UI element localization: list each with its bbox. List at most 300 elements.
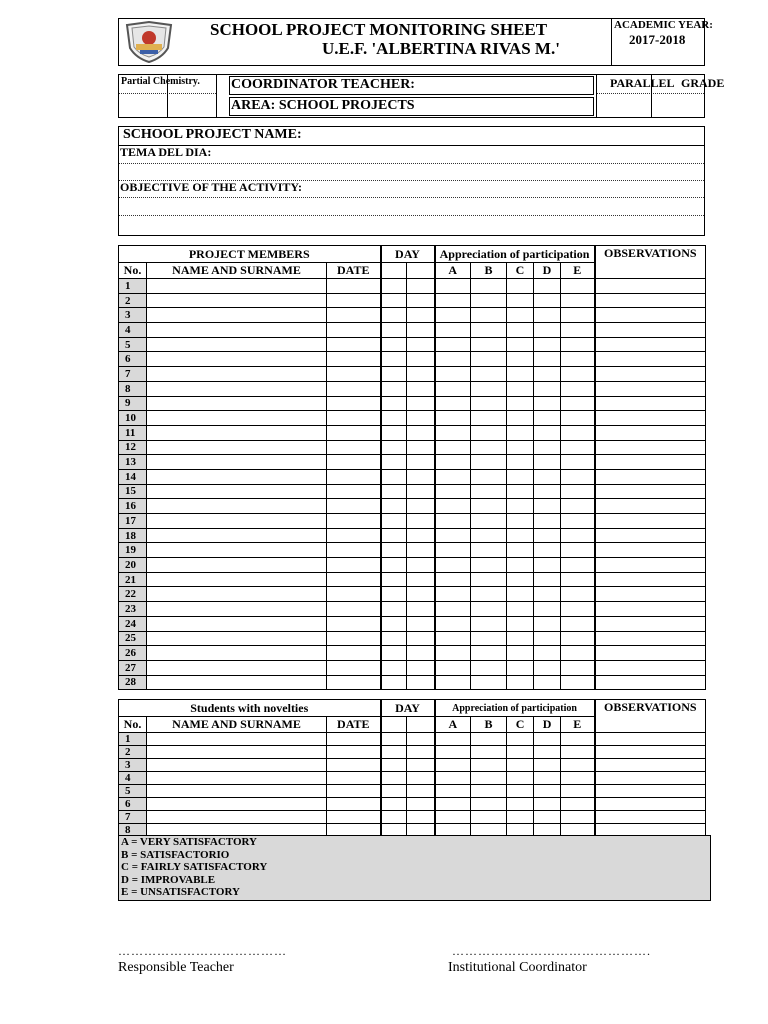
grade-cell[interactable]: [534, 746, 561, 759]
grade-cell[interactable]: [534, 572, 561, 587]
name-cell[interactable]: [147, 499, 327, 514]
day-cell[interactable]: [381, 646, 407, 661]
grade-cell[interactable]: [435, 411, 471, 426]
grade-cell[interactable]: [435, 798, 471, 811]
grade-cell[interactable]: [507, 587, 534, 602]
day-cell[interactable]: [381, 811, 407, 824]
day-cell[interactable]: [381, 772, 407, 785]
grade-cell[interactable]: [471, 733, 507, 746]
grade-cell[interactable]: [534, 631, 561, 646]
date-cell[interactable]: [327, 396, 381, 411]
grade-cell[interactable]: [561, 337, 595, 352]
grade-cell[interactable]: [435, 323, 471, 338]
day-cell[interactable]: [381, 759, 407, 772]
day-cell[interactable]: [381, 425, 407, 440]
grade-cell[interactable]: [471, 759, 507, 772]
name-cell[interactable]: [147, 660, 327, 675]
observation-cell[interactable]: [595, 811, 706, 824]
grade-cell[interactable]: [507, 572, 534, 587]
grade-cell[interactable]: [534, 308, 561, 323]
date-cell[interactable]: [327, 558, 381, 573]
grade-cell[interactable]: [561, 572, 595, 587]
observation-cell[interactable]: [595, 631, 706, 646]
grade-cell[interactable]: [561, 646, 595, 661]
name-cell[interactable]: [147, 514, 327, 529]
grade-cell[interactable]: [435, 543, 471, 558]
grade-cell[interactable]: [507, 746, 534, 759]
grade-cell[interactable]: [507, 499, 534, 514]
date-cell[interactable]: [327, 572, 381, 587]
date-cell[interactable]: [327, 616, 381, 631]
day-cell[interactable]: [407, 675, 435, 690]
observation-cell[interactable]: [595, 293, 706, 308]
grade-cell[interactable]: [507, 396, 534, 411]
name-cell[interactable]: [147, 785, 327, 798]
grade-cell[interactable]: [507, 558, 534, 573]
grade-cell[interactable]: [534, 279, 561, 294]
grade-cell[interactable]: [471, 411, 507, 426]
grade-cell[interactable]: [507, 543, 534, 558]
grade-cell[interactable]: [435, 759, 471, 772]
grade-cell[interactable]: [561, 587, 595, 602]
day-cell[interactable]: [381, 367, 407, 382]
name-cell[interactable]: [147, 772, 327, 785]
grade-cell[interactable]: [534, 352, 561, 367]
grade-cell[interactable]: [561, 733, 595, 746]
grade-cell[interactable]: [534, 381, 561, 396]
grade-cell[interactable]: [507, 293, 534, 308]
observation-cell[interactable]: [595, 367, 706, 382]
grade-cell[interactable]: [534, 602, 561, 617]
date-cell[interactable]: [327, 772, 381, 785]
grade-cell[interactable]: [435, 484, 471, 499]
name-cell[interactable]: [147, 337, 327, 352]
grade-cell[interactable]: [471, 381, 507, 396]
day-cell[interactable]: [381, 733, 407, 746]
grade-cell[interactable]: [561, 631, 595, 646]
grade-cell[interactable]: [471, 396, 507, 411]
date-cell[interactable]: [327, 279, 381, 294]
grade-cell[interactable]: [435, 367, 471, 382]
date-cell[interactable]: [327, 602, 381, 617]
name-cell[interactable]: [147, 425, 327, 440]
date-cell[interactable]: [327, 733, 381, 746]
grade-cell[interactable]: [435, 631, 471, 646]
day-cell[interactable]: [407, 469, 435, 484]
day-cell[interactable]: [381, 381, 407, 396]
grade-cell[interactable]: [534, 811, 561, 824]
observation-cell[interactable]: [595, 337, 706, 352]
grade-cell[interactable]: [561, 602, 595, 617]
date-cell[interactable]: [327, 528, 381, 543]
grade-cell[interactable]: [507, 381, 534, 396]
day-cell[interactable]: [407, 646, 435, 661]
name-cell[interactable]: [147, 572, 327, 587]
name-cell[interactable]: [147, 308, 327, 323]
day-cell[interactable]: [407, 484, 435, 499]
grade-cell[interactable]: [507, 675, 534, 690]
grade-cell[interactable]: [534, 411, 561, 426]
day-cell[interactable]: [407, 308, 435, 323]
grade-cell[interactable]: [435, 293, 471, 308]
grade-cell[interactable]: [435, 646, 471, 661]
grade-cell[interactable]: [435, 772, 471, 785]
observation-cell[interactable]: [595, 675, 706, 690]
grade-cell[interactable]: [435, 675, 471, 690]
day-cell[interactable]: [407, 425, 435, 440]
day-cell[interactable]: [381, 572, 407, 587]
date-cell[interactable]: [327, 746, 381, 759]
name-cell[interactable]: [147, 587, 327, 602]
grade-cell[interactable]: [471, 811, 507, 824]
grade-cell[interactable]: [471, 469, 507, 484]
grade-cell[interactable]: [561, 759, 595, 772]
grade-cell[interactable]: [534, 367, 561, 382]
grade-cell[interactable]: [471, 587, 507, 602]
grade-cell[interactable]: [534, 646, 561, 661]
day-cell[interactable]: [407, 631, 435, 646]
grade-cell[interactable]: [435, 455, 471, 470]
day-cell[interactable]: [407, 411, 435, 426]
name-cell[interactable]: [147, 616, 327, 631]
observation-cell[interactable]: [595, 352, 706, 367]
day-cell[interactable]: [407, 616, 435, 631]
grade-cell[interactable]: [507, 631, 534, 646]
grade-cell[interactable]: [507, 323, 534, 338]
day-cell[interactable]: [407, 572, 435, 587]
day-cell[interactable]: [407, 660, 435, 675]
grade-cell[interactable]: [435, 602, 471, 617]
grade-cell[interactable]: [561, 455, 595, 470]
day-cell[interactable]: [381, 528, 407, 543]
grade-cell[interactable]: [471, 616, 507, 631]
day-cell[interactable]: [407, 602, 435, 617]
day-cell[interactable]: [407, 558, 435, 573]
grade-cell[interactable]: [534, 785, 561, 798]
grade-cell[interactable]: [534, 543, 561, 558]
grade-cell[interactable]: [471, 484, 507, 499]
grade-cell[interactable]: [561, 396, 595, 411]
day-cell[interactable]: [381, 675, 407, 690]
day-cell[interactable]: [407, 499, 435, 514]
date-cell[interactable]: [327, 514, 381, 529]
day-cell[interactable]: [381, 746, 407, 759]
observation-cell[interactable]: [595, 455, 706, 470]
observation-cell[interactable]: [595, 279, 706, 294]
grade-cell[interactable]: [435, 279, 471, 294]
name-cell[interactable]: [147, 396, 327, 411]
date-cell[interactable]: [327, 587, 381, 602]
grade-cell[interactable]: [507, 279, 534, 294]
grade-cell[interactable]: [561, 675, 595, 690]
grade-cell[interactable]: [435, 425, 471, 440]
grade-cell[interactable]: [561, 499, 595, 514]
day-cell[interactable]: [407, 746, 435, 759]
grade-cell[interactable]: [534, 514, 561, 529]
grade-cell[interactable]: [471, 675, 507, 690]
grade-cell[interactable]: [507, 759, 534, 772]
day-cell[interactable]: [407, 323, 435, 338]
grade-cell[interactable]: [507, 367, 534, 382]
grade-cell[interactable]: [507, 772, 534, 785]
observation-cell[interactable]: [595, 381, 706, 396]
grade-cell[interactable]: [507, 646, 534, 661]
day-cell[interactable]: [381, 323, 407, 338]
day-cell[interactable]: [407, 455, 435, 470]
grade-cell[interactable]: [561, 352, 595, 367]
name-cell[interactable]: [147, 293, 327, 308]
grade-cell[interactable]: [534, 396, 561, 411]
grade-cell[interactable]: [561, 543, 595, 558]
grade-cell[interactable]: [507, 337, 534, 352]
grade-cell[interactable]: [471, 798, 507, 811]
day-cell[interactable]: [381, 587, 407, 602]
grade-cell[interactable]: [534, 499, 561, 514]
grade-cell[interactable]: [534, 759, 561, 772]
grade-cell[interactable]: [471, 558, 507, 573]
observation-cell[interactable]: [595, 528, 706, 543]
grade-cell[interactable]: [534, 616, 561, 631]
day-cell[interactable]: [407, 367, 435, 382]
grade-cell[interactable]: [435, 352, 471, 367]
grade-cell[interactable]: [471, 352, 507, 367]
grade-cell[interactable]: [534, 528, 561, 543]
grade-cell[interactable]: [471, 293, 507, 308]
grade-cell[interactable]: [561, 293, 595, 308]
grade-cell[interactable]: [471, 646, 507, 661]
grade-cell[interactable]: [435, 733, 471, 746]
observation-cell[interactable]: [595, 499, 706, 514]
grade-cell[interactable]: [471, 455, 507, 470]
observation-cell[interactable]: [595, 440, 706, 455]
grade-cell[interactable]: [561, 616, 595, 631]
grade-cell[interactable]: [561, 528, 595, 543]
grade-cell[interactable]: [507, 440, 534, 455]
name-cell[interactable]: [147, 279, 327, 294]
day-cell[interactable]: [407, 352, 435, 367]
grade-cell[interactable]: [507, 602, 534, 617]
date-cell[interactable]: [327, 798, 381, 811]
name-cell[interactable]: [147, 543, 327, 558]
observation-cell[interactable]: [595, 469, 706, 484]
date-cell[interactable]: [327, 646, 381, 661]
observation-cell[interactable]: [595, 543, 706, 558]
grade-cell[interactable]: [471, 367, 507, 382]
day-cell[interactable]: [407, 528, 435, 543]
grade-cell[interactable]: [471, 279, 507, 294]
date-cell[interactable]: [327, 323, 381, 338]
date-cell[interactable]: [327, 425, 381, 440]
date-cell[interactable]: [327, 785, 381, 798]
grade-cell[interactable]: [561, 660, 595, 675]
grade-cell[interactable]: [561, 440, 595, 455]
grade-cell[interactable]: [534, 675, 561, 690]
grade-cell[interactable]: [471, 772, 507, 785]
observation-cell[interactable]: [595, 616, 706, 631]
observation-cell[interactable]: [595, 572, 706, 587]
observation-cell[interactable]: [595, 323, 706, 338]
grade-cell[interactable]: [561, 381, 595, 396]
grade-cell[interactable]: [534, 587, 561, 602]
grade-cell[interactable]: [471, 323, 507, 338]
grade-cell[interactable]: [534, 440, 561, 455]
grade-cell[interactable]: [471, 543, 507, 558]
grade-cell[interactable]: [471, 528, 507, 543]
name-cell[interactable]: [147, 440, 327, 455]
observation-cell[interactable]: [595, 733, 706, 746]
date-cell[interactable]: [327, 631, 381, 646]
day-cell[interactable]: [381, 411, 407, 426]
name-cell[interactable]: [147, 746, 327, 759]
grade-cell[interactable]: [534, 733, 561, 746]
grade-cell[interactable]: [471, 746, 507, 759]
day-cell[interactable]: [407, 785, 435, 798]
grade-cell[interactable]: [507, 785, 534, 798]
day-cell[interactable]: [381, 455, 407, 470]
day-cell[interactable]: [381, 785, 407, 798]
date-cell[interactable]: [327, 411, 381, 426]
observation-cell[interactable]: [595, 785, 706, 798]
observation-cell[interactable]: [595, 646, 706, 661]
grade-cell[interactable]: [534, 558, 561, 573]
grade-cell[interactable]: [471, 499, 507, 514]
grade-cell[interactable]: [435, 396, 471, 411]
day-cell[interactable]: [381, 469, 407, 484]
grade-cell[interactable]: [561, 279, 595, 294]
name-cell[interactable]: [147, 411, 327, 426]
name-cell[interactable]: [147, 798, 327, 811]
date-cell[interactable]: [327, 543, 381, 558]
name-cell[interactable]: [147, 811, 327, 824]
grade-cell[interactable]: [561, 367, 595, 382]
day-cell[interactable]: [407, 279, 435, 294]
grade-cell[interactable]: [435, 660, 471, 675]
date-cell[interactable]: [327, 337, 381, 352]
name-cell[interactable]: [147, 602, 327, 617]
name-cell[interactable]: [147, 367, 327, 382]
grade-cell[interactable]: [435, 337, 471, 352]
grade-cell[interactable]: [507, 514, 534, 529]
observation-cell[interactable]: [595, 514, 706, 529]
grade-cell[interactable]: [435, 811, 471, 824]
observation-cell[interactable]: [595, 759, 706, 772]
day-cell[interactable]: [381, 543, 407, 558]
day-cell[interactable]: [407, 798, 435, 811]
grade-cell[interactable]: [507, 811, 534, 824]
day-cell[interactable]: [381, 798, 407, 811]
grade-cell[interactable]: [471, 660, 507, 675]
grade-cell[interactable]: [534, 455, 561, 470]
grade-cell[interactable]: [471, 514, 507, 529]
day-cell[interactable]: [407, 733, 435, 746]
grade-cell[interactable]: [435, 587, 471, 602]
day-cell[interactable]: [381, 514, 407, 529]
grade-cell[interactable]: [561, 469, 595, 484]
grade-cell[interactable]: [561, 411, 595, 426]
day-cell[interactable]: [381, 308, 407, 323]
date-cell[interactable]: [327, 308, 381, 323]
observation-cell[interactable]: [595, 660, 706, 675]
day-cell[interactable]: [381, 337, 407, 352]
day-cell[interactable]: [407, 396, 435, 411]
date-cell[interactable]: [327, 455, 381, 470]
name-cell[interactable]: [147, 323, 327, 338]
date-cell[interactable]: [327, 811, 381, 824]
grade-cell[interactable]: [435, 746, 471, 759]
date-cell[interactable]: [327, 660, 381, 675]
grade-cell[interactable]: [507, 308, 534, 323]
grade-cell[interactable]: [561, 811, 595, 824]
name-cell[interactable]: [147, 675, 327, 690]
grade-cell[interactable]: [435, 469, 471, 484]
name-cell[interactable]: [147, 528, 327, 543]
grade-cell[interactable]: [507, 484, 534, 499]
grade-cell[interactable]: [507, 455, 534, 470]
grade-cell[interactable]: [561, 484, 595, 499]
day-cell[interactable]: [407, 293, 435, 308]
day-cell[interactable]: [407, 440, 435, 455]
day-cell[interactable]: [381, 279, 407, 294]
grade-cell[interactable]: [534, 484, 561, 499]
grade-cell[interactable]: [507, 660, 534, 675]
name-cell[interactable]: [147, 381, 327, 396]
grade-cell[interactable]: [507, 528, 534, 543]
grade-cell[interactable]: [534, 772, 561, 785]
grade-cell[interactable]: [507, 352, 534, 367]
day-cell[interactable]: [407, 759, 435, 772]
date-cell[interactable]: [327, 484, 381, 499]
name-cell[interactable]: [147, 469, 327, 484]
grade-cell[interactable]: [435, 785, 471, 798]
grade-cell[interactable]: [435, 381, 471, 396]
grade-cell[interactable]: [471, 572, 507, 587]
date-cell[interactable]: [327, 440, 381, 455]
day-cell[interactable]: [381, 558, 407, 573]
grade-cell[interactable]: [561, 323, 595, 338]
grade-cell[interactable]: [561, 308, 595, 323]
grade-cell[interactable]: [507, 616, 534, 631]
grade-cell[interactable]: [561, 772, 595, 785]
grade-cell[interactable]: [435, 558, 471, 573]
name-cell[interactable]: [147, 558, 327, 573]
grade-cell[interactable]: [561, 798, 595, 811]
date-cell[interactable]: [327, 352, 381, 367]
grade-cell[interactable]: [561, 514, 595, 529]
grade-cell[interactable]: [534, 469, 561, 484]
name-cell[interactable]: [147, 455, 327, 470]
day-cell[interactable]: [381, 631, 407, 646]
day-cell[interactable]: [381, 660, 407, 675]
grade-cell[interactable]: [435, 616, 471, 631]
observation-cell[interactable]: [595, 746, 706, 759]
name-cell[interactable]: [147, 352, 327, 367]
day-cell[interactable]: [407, 587, 435, 602]
grade-cell[interactable]: [534, 293, 561, 308]
grade-cell[interactable]: [471, 337, 507, 352]
day-cell[interactable]: [381, 293, 407, 308]
observation-cell[interactable]: [595, 308, 706, 323]
grade-cell[interactable]: [435, 528, 471, 543]
day-cell[interactable]: [381, 440, 407, 455]
grade-cell[interactable]: [534, 337, 561, 352]
name-cell[interactable]: [147, 631, 327, 646]
grade-cell[interactable]: [471, 785, 507, 798]
name-cell[interactable]: [147, 484, 327, 499]
grade-cell[interactable]: [435, 514, 471, 529]
grade-cell[interactable]: [534, 425, 561, 440]
day-cell[interactable]: [381, 616, 407, 631]
day-cell[interactable]: [407, 381, 435, 396]
